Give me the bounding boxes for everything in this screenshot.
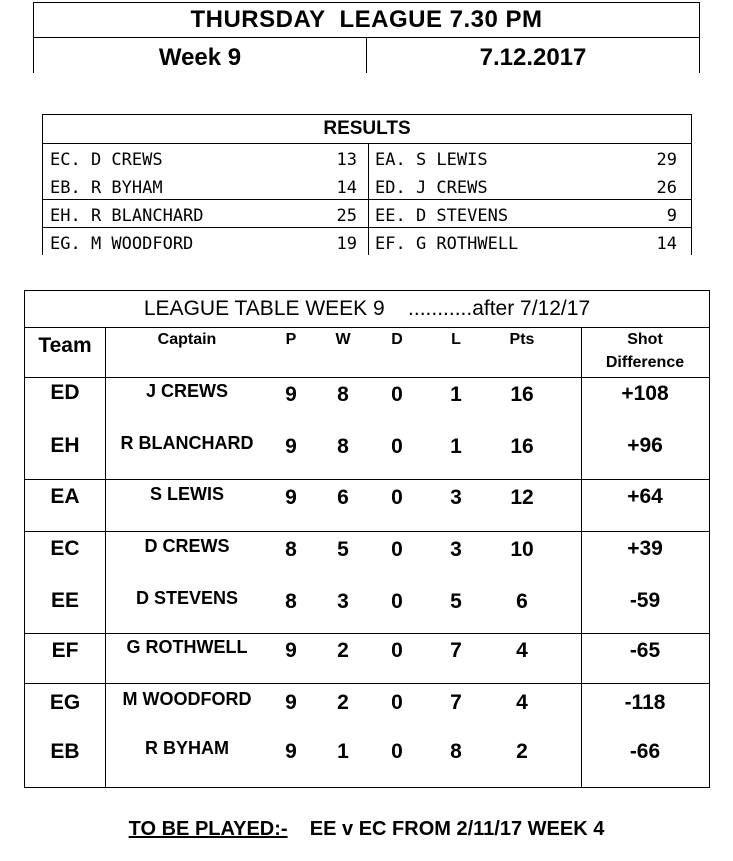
shot-difference-value: +108 (621, 382, 669, 405)
header-points: Pts (509, 331, 535, 348)
played-value: 9 (285, 486, 297, 509)
won-value: 2 (337, 639, 349, 662)
week-label: Week 9 (34, 38, 367, 73)
results-title: RESULTS (43, 115, 691, 144)
header-lost: L (451, 331, 461, 348)
team-code: EB (50, 740, 80, 763)
home-team: EH. R BLANCHARD (50, 206, 204, 226)
row-divider (25, 633, 709, 634)
captain-name: D STEVENS (135, 588, 239, 608)
played-value: 8 (285, 590, 297, 613)
played-value: 8 (285, 538, 297, 561)
captain-name: S LEWIS (149, 484, 224, 504)
away-score: 26 (656, 178, 677, 198)
away-score: 29 (656, 150, 677, 170)
row-divider (25, 377, 709, 378)
played-value: 9 (285, 435, 297, 458)
drawn-value: 0 (391, 691, 403, 714)
captain-name: R BYHAM (145, 738, 229, 758)
team-code: ED (50, 381, 80, 404)
team-code: EF (51, 639, 79, 662)
won-value: 2 (337, 691, 349, 714)
team-code: EH (50, 434, 80, 457)
won-value: 3 (337, 590, 349, 613)
header-drawn: D (391, 331, 403, 348)
row-divider (25, 479, 709, 480)
lost-value: 3 (450, 486, 462, 509)
column-divider (105, 328, 106, 787)
shot-difference-value: -59 (629, 589, 661, 612)
won-value: 5 (337, 538, 349, 561)
captain-name: M WOODFORD (122, 689, 252, 709)
away-team: ED. J CREWS (375, 178, 488, 198)
home-team: EC. D CREWS (50, 150, 163, 170)
lost-value: 3 (450, 538, 462, 561)
drawn-value: 0 (391, 383, 403, 406)
header-won: W (335, 331, 351, 348)
drawn-value: 0 (391, 435, 403, 458)
captain-name: G ROTHWELL (126, 637, 248, 657)
home-team: EB. R BYHAM (50, 178, 163, 198)
row-divider (25, 683, 709, 684)
drawn-value: 0 (391, 538, 403, 561)
to-be-played-note (0, 818, 733, 841)
drawn-value: 0 (391, 486, 403, 509)
result-row (43, 144, 691, 171)
row-divider (25, 531, 709, 532)
away-score: 9 (666, 206, 677, 226)
shot-difference-value: +96 (627, 434, 663, 457)
lost-value: 7 (450, 691, 462, 714)
header-captain: Captain (157, 331, 217, 348)
lost-value: 1 (450, 435, 462, 458)
drawn-value: 0 (391, 740, 403, 763)
points-value: 10 (510, 538, 534, 561)
date-label: 7.12.2017 (479, 44, 587, 71)
team-code: EA (50, 485, 80, 508)
played-value: 9 (285, 639, 297, 662)
captain-name: R BLANCHARD (120, 433, 254, 453)
points-value: 6 (516, 590, 528, 613)
captain-name: D CREWS (144, 536, 230, 556)
header-team: Team (38, 334, 92, 357)
lost-value: 1 (450, 383, 462, 406)
header-difference: Difference (605, 354, 685, 371)
fixture-header (33, 2, 700, 73)
shot-difference-value: +64 (627, 485, 663, 508)
shot-difference-value: -118 (624, 691, 666, 714)
result-row (43, 228, 691, 255)
points-value: 16 (510, 435, 534, 458)
lost-value: 7 (450, 639, 462, 662)
points-value: 4 (516, 639, 528, 662)
home-score: 13 (336, 150, 357, 170)
home-score: 25 (336, 206, 357, 226)
away-team: EE. D STEVENS (375, 206, 509, 226)
drawn-value: 0 (391, 590, 403, 613)
home-team: EG. M WOODFORD (50, 234, 194, 254)
captain-name: J CREWS (145, 381, 228, 401)
result-row (43, 172, 691, 200)
points-value: 4 (516, 691, 528, 714)
away-team: EA. S LEWIS (375, 150, 488, 170)
shot-difference-value: -65 (629, 639, 661, 662)
points-value: 2 (516, 740, 528, 763)
played-value: 9 (285, 691, 297, 714)
won-value: 1 (337, 740, 349, 763)
won-value: 8 (337, 435, 349, 458)
league-table (24, 290, 710, 788)
header-played: P (285, 331, 297, 348)
team-code: EC (50, 537, 80, 560)
result-row (43, 200, 691, 228)
won-value: 6 (337, 486, 349, 509)
league-table-title: LEAGUE TABLE WEEK 9 ...........after 7/12/17 (25, 291, 709, 328)
to-be-played-text: EE v EC FROM 2/11/17 WEEK 4 (287, 818, 605, 840)
shot-difference-value: -66 (629, 740, 661, 763)
lost-value: 5 (450, 590, 462, 613)
played-value: 9 (285, 740, 297, 763)
played-value: 9 (285, 383, 297, 406)
header-shot: Shot (627, 331, 663, 348)
drawn-value: 0 (391, 639, 403, 662)
team-code: EE (50, 589, 79, 612)
page-title: THURSDAY LEAGUE 7.30 PM (34, 3, 699, 38)
won-value: 8 (337, 383, 349, 406)
team-code: EG (49, 691, 81, 714)
lost-value: 8 (450, 740, 462, 763)
home-score: 19 (336, 234, 357, 254)
to-be-played-label: TO BE PLAYED:- (128, 818, 288, 840)
points-value: 16 (510, 383, 534, 406)
shot-difference-value: +39 (627, 537, 663, 560)
away-score: 14 (656, 234, 677, 254)
home-score: 14 (336, 178, 357, 198)
results-table (42, 114, 692, 255)
away-team: EF. G ROTHWELL (375, 234, 519, 254)
points-value: 12 (510, 486, 534, 509)
